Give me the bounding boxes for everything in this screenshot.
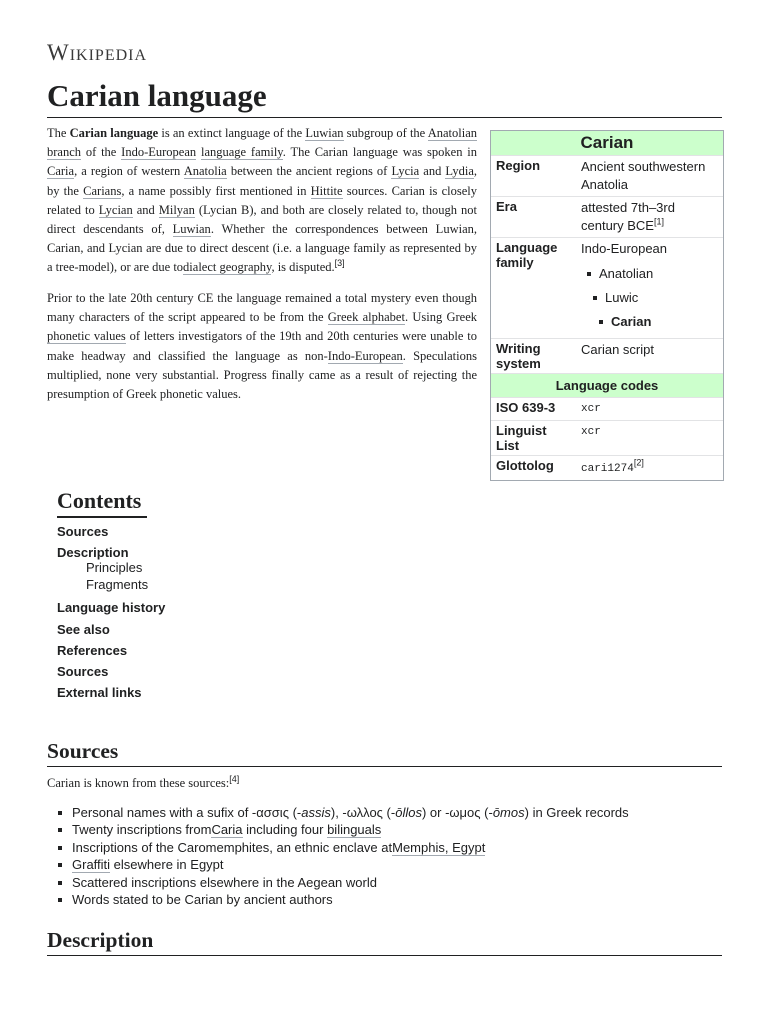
toc-subitem-principles[interactable]: Principles	[86, 560, 143, 575]
family-tree-item[interactable]: Anatolian	[581, 262, 718, 286]
infobox-row-linguist	[491, 421, 723, 456]
inline-link[interactable]: Anatolia	[183, 164, 227, 179]
list-item: Inscriptions of the Caromemphites, an ethnic enclave atMemphis, Egypt	[47, 839, 629, 856]
inline-link[interactable]: Lydia	[445, 164, 474, 179]
infobox-label: Language family	[491, 238, 576, 339]
wikipedia-logo[interactable]: Wikipedia	[47, 40, 148, 65]
infobox-value	[576, 197, 723, 238]
inline-link[interactable]: Anatolian branch	[47, 126, 477, 160]
list-item: Words stated to be Carian by ancient authors	[47, 891, 629, 908]
infobox-row-era	[491, 197, 723, 238]
section-heading-sources: Sources	[47, 739, 119, 763]
toc-item-sources[interactable]: Sources	[57, 524, 109, 539]
section-divider	[47, 766, 722, 767]
family-tree-item[interactable]: Luwic	[581, 286, 718, 310]
infobox-value[interactable]: Carian script	[576, 339, 723, 374]
italic-text: ōllos	[395, 805, 422, 820]
toc-item-see-also[interactable]: See also	[57, 622, 110, 637]
list-item: Scattered inscriptions elsewhere in the Aegean world	[47, 874, 629, 891]
intro-paragraph-2: Prior to the late 20th century CE the language remained a total mystery even though many characters of the script appeared to be from the Greek alphabet. Using Greek phonetic values of letters investigators of the 19th and 20th centuries were unable to make headway and classified the language as non-Indo-European. Speculations multiplied, none very substantial. Progress finally came as a result of rejecting the presumption of Greek phonetic values.	[47, 291, 478, 402]
family-tree-item: Carian	[581, 310, 718, 334]
infobox-label[interactable]: Linguist List	[491, 421, 576, 456]
infobox-row-family	[491, 238, 723, 339]
list-item: Twenty inscriptions fromCaria including four bilinguals	[47, 821, 629, 838]
toc-item-references[interactable]: References	[57, 643, 128, 658]
inline-link[interactable]: Graffiti	[72, 857, 111, 873]
inline-link[interactable]: Memphis, Egypt	[392, 839, 486, 855]
list-item: Personal names with a sufix of -ασσις (-assis), -ωλλος (-ōllos) or -ωμος (-ōmos) in Greek records	[47, 804, 629, 821]
italic-text: assis	[301, 805, 331, 820]
inline-link[interactable]: language family	[200, 145, 283, 160]
sources-list	[47, 804, 629, 908]
language-codes-header: Language codes	[491, 374, 723, 398]
inline-link[interactable]: Carians	[83, 183, 122, 198]
inline-link[interactable]: Indo-European	[327, 348, 403, 363]
infobox-row-glottolog	[491, 456, 723, 481]
infobox-value	[576, 456, 723, 481]
page-title: Carian language	[47, 78, 267, 113]
reference-link[interactable]: [2]	[633, 457, 644, 468]
infobox-label: Writing system	[491, 339, 576, 374]
inline-link[interactable]: Caria	[211, 822, 243, 838]
toc-item-sources-2[interactable]: Sources	[57, 664, 109, 679]
infobox-row-region	[491, 156, 723, 197]
inline-link[interactable]: Luwian	[172, 222, 211, 237]
section-divider	[47, 955, 722, 956]
infobox-value[interactable]: xcr	[576, 398, 723, 421]
infobox-value[interactable]: xcr	[576, 421, 723, 456]
bold-term: Carian language	[69, 126, 159, 140]
inline-link[interactable]: Caria	[47, 164, 75, 179]
family-tree	[581, 262, 718, 334]
intro-paragraph-1: The Carian language is an extinct language of the Luwian subgroup of the Anatolian branch of the Indo-European language family. The Carian language was spoken in Caria, a region of western Anatolia between the ancient regions of Lycia and Lydia, by the Carians, a name possibly first mentioned in Hittite sources. Carian is closely related to Lycian and Milyan (Lycian B), and both are closely related to, though not direct descendants of, Luwian. Whether the correspondences between Luwian, Carian, and Lycian are due to direct descent (i.e. a language family as represented by a tree-model), or are due todialect geography, is disputed.[3]	[47, 126, 478, 275]
infobox-title: Carian	[491, 131, 723, 156]
list-item: Graffiti elsewhere in Egypt	[47, 856, 629, 873]
inline-link[interactable]: Greek alphabet	[327, 310, 405, 325]
inline-link[interactable]: Lycian	[98, 202, 133, 217]
toc-subitem-fragments[interactable]: Fragments	[86, 577, 149, 592]
infobox-row-writing	[491, 339, 723, 374]
family-value[interactable]: Indo-European	[581, 241, 668, 256]
toc-item-language-history[interactable]: Language history	[57, 600, 166, 615]
title-divider	[47, 117, 722, 118]
infobox-label[interactable]: Glottolog	[491, 456, 576, 481]
inline-link[interactable]: bilinguals	[327, 822, 382, 838]
section-heading-description: Description	[47, 928, 154, 952]
infobox-label[interactable]: ISO 639-3	[491, 398, 576, 421]
infobox-value	[576, 238, 723, 339]
toc-item-external-links[interactable]: External links	[57, 685, 142, 700]
inline-link[interactable]: Milyan	[158, 202, 195, 217]
sources-intro	[47, 774, 239, 792]
table-of-contents	[57, 487, 307, 700]
reference-link[interactable]: [1]	[653, 216, 664, 227]
inline-link[interactable]: Lycia	[391, 164, 420, 179]
inline-link[interactable]: Luwian	[305, 126, 344, 140]
era-value: attested 7th–3rd century BCE	[581, 200, 675, 233]
reference-link[interactable]: [4]	[229, 773, 240, 784]
toc-title: Contents	[57, 487, 147, 518]
reference-link[interactable]: [3]	[334, 258, 345, 269]
infobox	[490, 130, 724, 481]
infobox-label: Region	[491, 156, 576, 197]
infobox-row-iso	[491, 398, 723, 421]
inline-link[interactable]: Hittite	[310, 183, 343, 198]
inline-link[interactable]: Indo-European	[121, 145, 197, 160]
toc-item-description[interactable]: Description	[57, 545, 129, 560]
infobox-value: Ancient southwestern Anatolia	[576, 156, 723, 197]
sources-intro-text: Carian is known from these sources:	[47, 776, 230, 790]
infobox-label: Era	[491, 197, 576, 238]
italic-text: ōmos	[492, 805, 525, 820]
glottolog-code[interactable]: cari1274	[581, 463, 634, 475]
inline-link[interactable]: phonetic values	[47, 329, 126, 344]
inline-link[interactable]: dialect geography	[183, 260, 272, 275]
